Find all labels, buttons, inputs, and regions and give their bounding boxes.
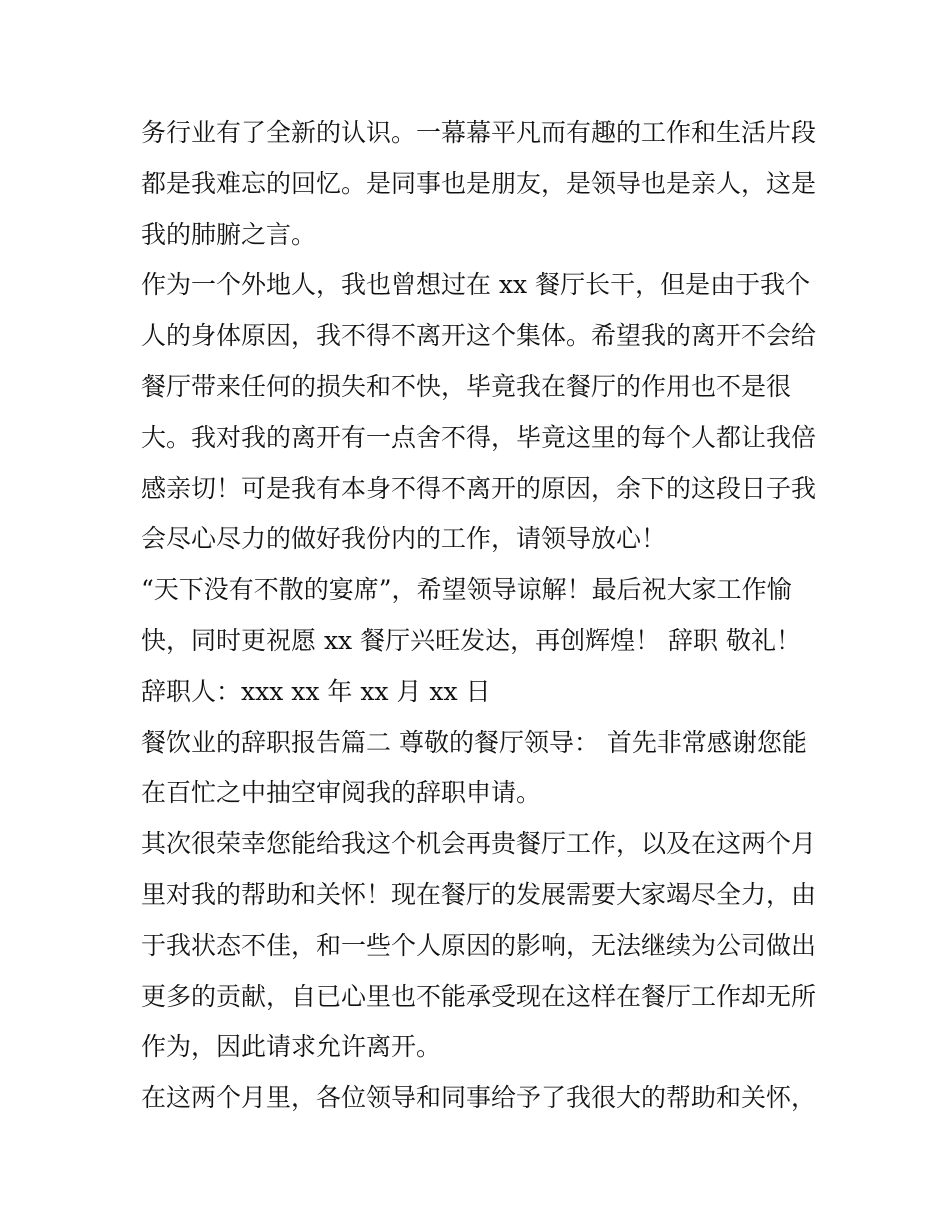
text-line: 于我状态不佳，和一些个人原因的影响，无法继续为公司做出: [141, 930, 817, 960]
text-line: 会尽心尽力的做好我份内的工作，请领导放心！: [141, 524, 667, 554]
text-line: “天下没有不散的宴席”，希望领导谅解！最后祝大家工作愉: [141, 575, 792, 605]
text-line: 更多的贡献，自已心里也不能承受现在这样在餐厅工作却无所: [141, 981, 817, 1011]
text-line: 里对我的帮助和关怀！现在餐厅的发展需要大家竭尽全力，由: [141, 879, 817, 909]
text-line: 其次很荣幸您能给我这个机会再贵餐厅工作，以及在这两个月: [141, 829, 817, 859]
text-line: 人的身体原因，我不得不离开这个集体。希望我的离开不会给: [141, 321, 817, 351]
signature-line: 辞职人：xxx xx 年 xx 月 xx 日: [141, 676, 491, 706]
document-body: [141, 108, 821, 1124]
text-line: 作为，因此请求允许离开。: [141, 1032, 442, 1062]
text-line: 大。我对我的离开有一点舍不得，毕竟这里的每个人都让我倍: [141, 422, 817, 452]
text-line: 餐厅带来任何的损失和不快，毕竟我在餐厅的作用也不是很: [141, 371, 792, 401]
text-line: 感亲切！可是我有本身不得不离开的原因，余下的这段日子我: [141, 473, 817, 503]
text-line: 在百忙之中抽空审阅我的辞职申请。: [141, 778, 542, 808]
text-line: 作为一个外地人，我也曾想过在 xx 餐厅长干，但是由于我个: [141, 270, 811, 300]
text-line: 都是我难忘的回忆。是同事也是朋友，是领导也是亲人，这是: [141, 168, 817, 198]
text-line: 我的肺腑之言。: [141, 219, 317, 249]
text-line: 快，同时更祝愿 xx 餐厅兴旺发达，再创辉煌！ 辞职 敬礼！: [141, 625, 801, 655]
text-line: 在这两个月里，各位领导和同事给予了我很大的帮助和关怀，: [141, 1083, 817, 1113]
text-line: 务行业有了全新的认识。一幕幕平凡而有趣的工作和生活片段: [141, 118, 817, 147]
section-heading-line: 餐饮业的辞职报告篇二 尊敬的餐厅领导： 首先非常感谢您能: [141, 727, 807, 757]
